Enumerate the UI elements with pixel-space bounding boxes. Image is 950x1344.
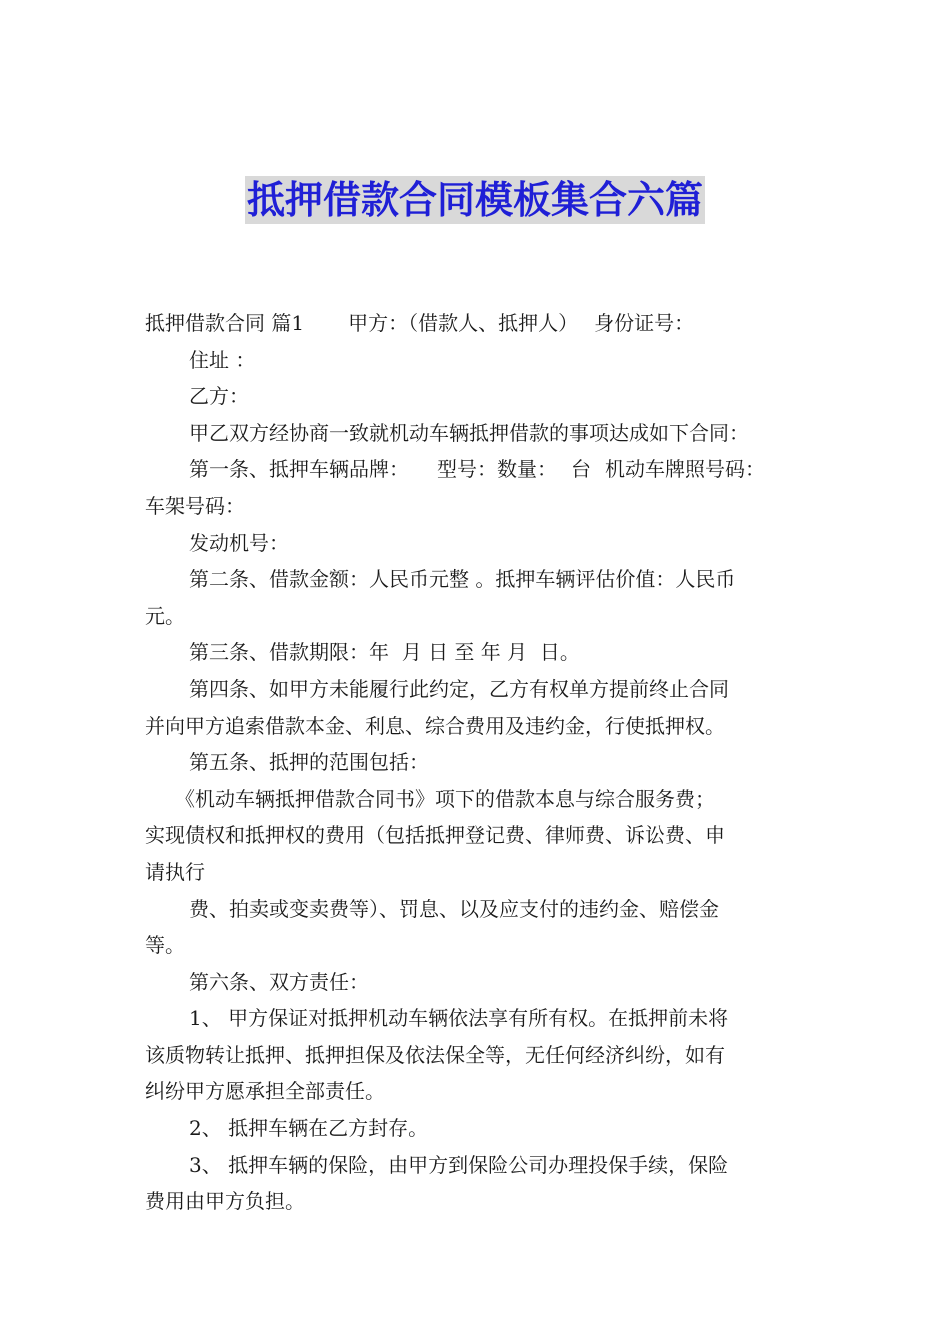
text-line: 费用由甲方负担。	[145, 1189, 305, 1214]
id-number-label: 身份证号：	[594, 311, 695, 335]
text-line: 《机动车辆抵押借款合同书》项下的借款本息与综合服务费；	[175, 786, 715, 811]
text-line: 等。	[145, 933, 185, 958]
text-line: 实现债权和抵押权的费用（包括抵押登记费、律师费、诉讼费、申	[145, 823, 725, 848]
text-line: 第四条、如甲方未能履行此约定，乙方有权单方提前终止合同	[189, 676, 729, 701]
clause-1-plate: 机动车牌照号码：	[605, 457, 765, 482]
text-line: 元。	[145, 603, 185, 628]
text-line: 乙方：	[189, 384, 249, 409]
document-body	[145, 305, 807, 1220]
text-line: 第六条、双方责任：	[189, 969, 369, 994]
text-line: 费、拍卖或变卖费等）、罚息、以及应支付的违约金、赔偿金	[189, 896, 719, 921]
text-line: 第二条、借款金额：人民币元整 。抵押车辆评估价值：人民币	[189, 567, 736, 592]
text-line: 甲乙双方经协商一致就机动车辆抵押借款的事项达成如下合同：	[189, 420, 749, 445]
text-line: 车架号码：	[145, 493, 245, 518]
text-line: 该质物转让抵押、抵押担保及依法保全等，无任何经济纠纷，如有	[145, 1042, 725, 1067]
text-line: 并向甲方追索借款本金、利息、综合费用及违约金，行使抵押权。	[145, 713, 725, 738]
clause-1-unit: 台	[571, 457, 591, 482]
text-line: 住址 ：	[189, 347, 256, 372]
text-line: 第三条、借款期限：年 月 日 至 年 月 日。	[189, 640, 580, 665]
party-a-label: 甲方：（借款人、抵押人）	[348, 311, 579, 335]
text-line: 2、 抵押车辆在乙方封存。	[189, 1116, 429, 1141]
clause-1-brand: 第一条、抵押车辆品牌：	[189, 457, 409, 482]
text-line: 3、 抵押车辆的保险，由甲方到保险公司办理投保手续，保险	[189, 1152, 729, 1177]
title-container	[0, 176, 950, 224]
text-line: 发动机号：	[189, 530, 289, 555]
text-line: 纠纷甲方愿承担全部责任。	[145, 1079, 385, 1104]
clause-1-model: 型号：数量：	[437, 457, 557, 482]
text-line	[145, 305, 807, 342]
text-line: 第五条、抵押的范围包括：	[189, 750, 429, 775]
text-line	[145, 451, 807, 488]
contract-heading: 抵押借款合同 篇1	[145, 311, 305, 335]
text-line: 1、 甲方保证对抵押机动车辆依法享有所有权。在抵押前未将	[189, 1006, 729, 1031]
document-title: 抵押借款合同模板集合六篇	[246, 178, 703, 222]
text-line: 请执行	[145, 859, 205, 884]
